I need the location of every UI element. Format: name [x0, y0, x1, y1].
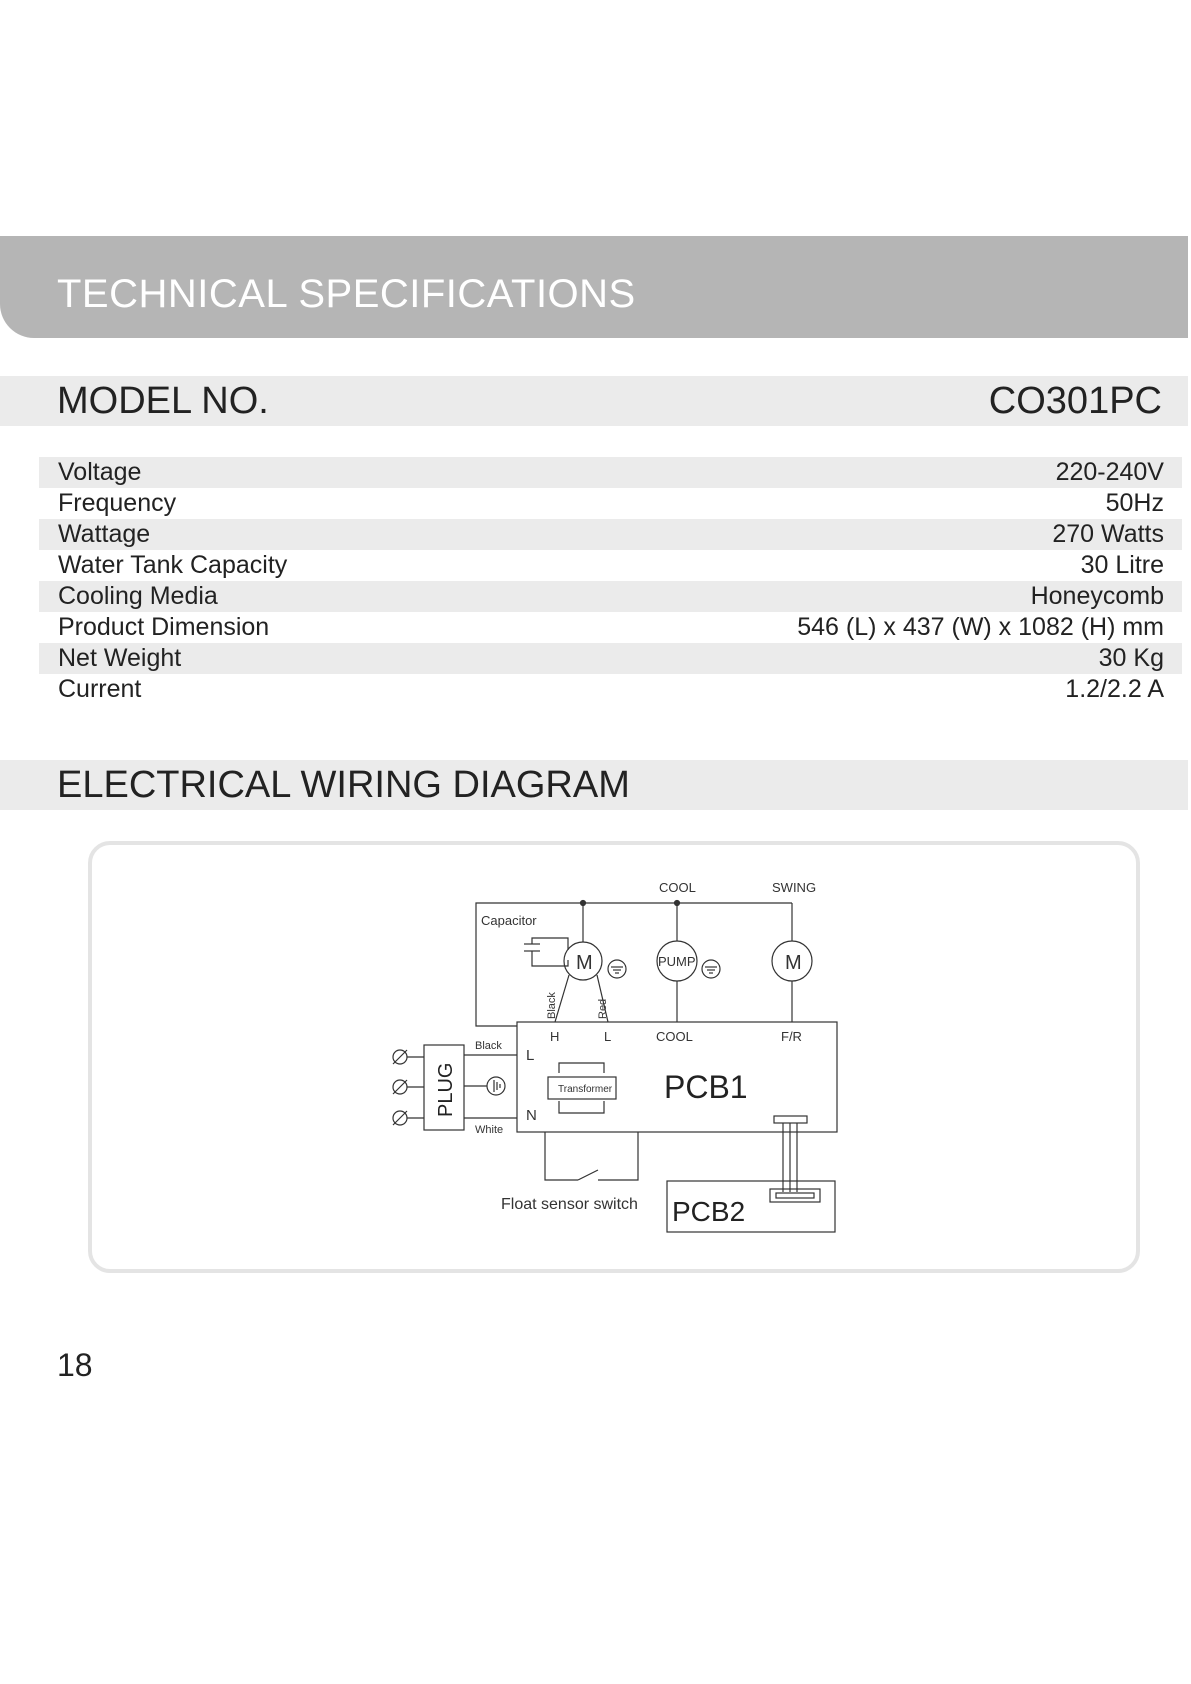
- spec-label: Wattage: [58, 520, 151, 548]
- plug-pin-icon: [393, 1111, 424, 1125]
- pcb1-label: PCB1: [664, 1069, 748, 1105]
- spec-label: Voltage: [58, 458, 142, 486]
- model-label: MODEL NO.: [57, 380, 269, 422]
- pcb1-connector: [774, 1116, 807, 1123]
- pcb-l-label: L: [526, 1047, 535, 1064]
- plug-pin-icon: [393, 1050, 424, 1064]
- ground-icon: [702, 960, 720, 978]
- float-switch-wire: [545, 1132, 578, 1180]
- pcb-cool-label: COOL: [656, 1029, 693, 1044]
- swing-motor-label: M: [785, 952, 802, 974]
- spec-label: Net Weight: [58, 644, 182, 672]
- pcb-l-top-label: L: [604, 1029, 612, 1044]
- spec-value: 1.2/2.2 A: [1065, 675, 1164, 703]
- page-title: TECHNICAL SPECIFICATIONS: [57, 272, 636, 316]
- spec-value: 546 (L) x 437 (W) x 1082 (H) mm: [797, 613, 1164, 641]
- float-switch-contact: [578, 1170, 598, 1180]
- model-value: CO301PC: [988, 380, 1162, 422]
- red-wire-label: Red: [597, 998, 609, 1019]
- spec-label: Product Dimension: [58, 613, 270, 641]
- spec-value: 50Hz: [1105, 489, 1164, 517]
- float-switch-label: Float sensor switch: [501, 1196, 638, 1213]
- spec-label: Frequency: [58, 489, 177, 517]
- spec-value: 30 Kg: [1098, 644, 1164, 672]
- spec-value: 270 Watts: [1052, 520, 1164, 548]
- spec-value: 30 Litre: [1080, 551, 1164, 579]
- pcb2-label: PCB2: [672, 1196, 746, 1227]
- spec-label: Cooling Media: [58, 582, 218, 610]
- pcb2-connector-inner: [776, 1193, 814, 1198]
- white-label: White: [475, 1124, 504, 1136]
- capacitor-label: Capacitor: [481, 913, 537, 928]
- fan-motor-label: M: [576, 952, 593, 974]
- page-number: 18: [57, 1347, 93, 1383]
- transformer-label: Transformer: [558, 1084, 613, 1095]
- black-wire-label: Black: [546, 992, 558, 1019]
- cool-label: COOL: [659, 880, 696, 895]
- pcb-fr-label: F/R: [781, 1029, 802, 1044]
- spec-value: Honeycomb: [1030, 582, 1164, 610]
- ground-icon: [487, 1077, 505, 1095]
- black-label: Black: [475, 1040, 502, 1052]
- spec-label: Water Tank Capacity: [58, 551, 288, 579]
- capacitor-icon: [524, 938, 568, 966]
- pump-label: PUMP: [658, 954, 696, 969]
- ground-icon: [608, 960, 626, 978]
- float-switch-wire: [598, 1132, 638, 1180]
- plug-pin-icon: [393, 1080, 424, 1094]
- swing-label: SWING: [772, 880, 817, 895]
- plug-label: PLUG: [435, 1062, 457, 1117]
- pcb-h-label: H: [550, 1029, 560, 1044]
- section-title: ELECTRICAL WIRING DIAGRAM: [57, 764, 630, 806]
- spec-label: Current: [58, 675, 142, 703]
- spec-value: 220-240V: [1055, 458, 1164, 486]
- pcb-n-label: N: [526, 1107, 537, 1124]
- pcb2-connector: [770, 1189, 820, 1202]
